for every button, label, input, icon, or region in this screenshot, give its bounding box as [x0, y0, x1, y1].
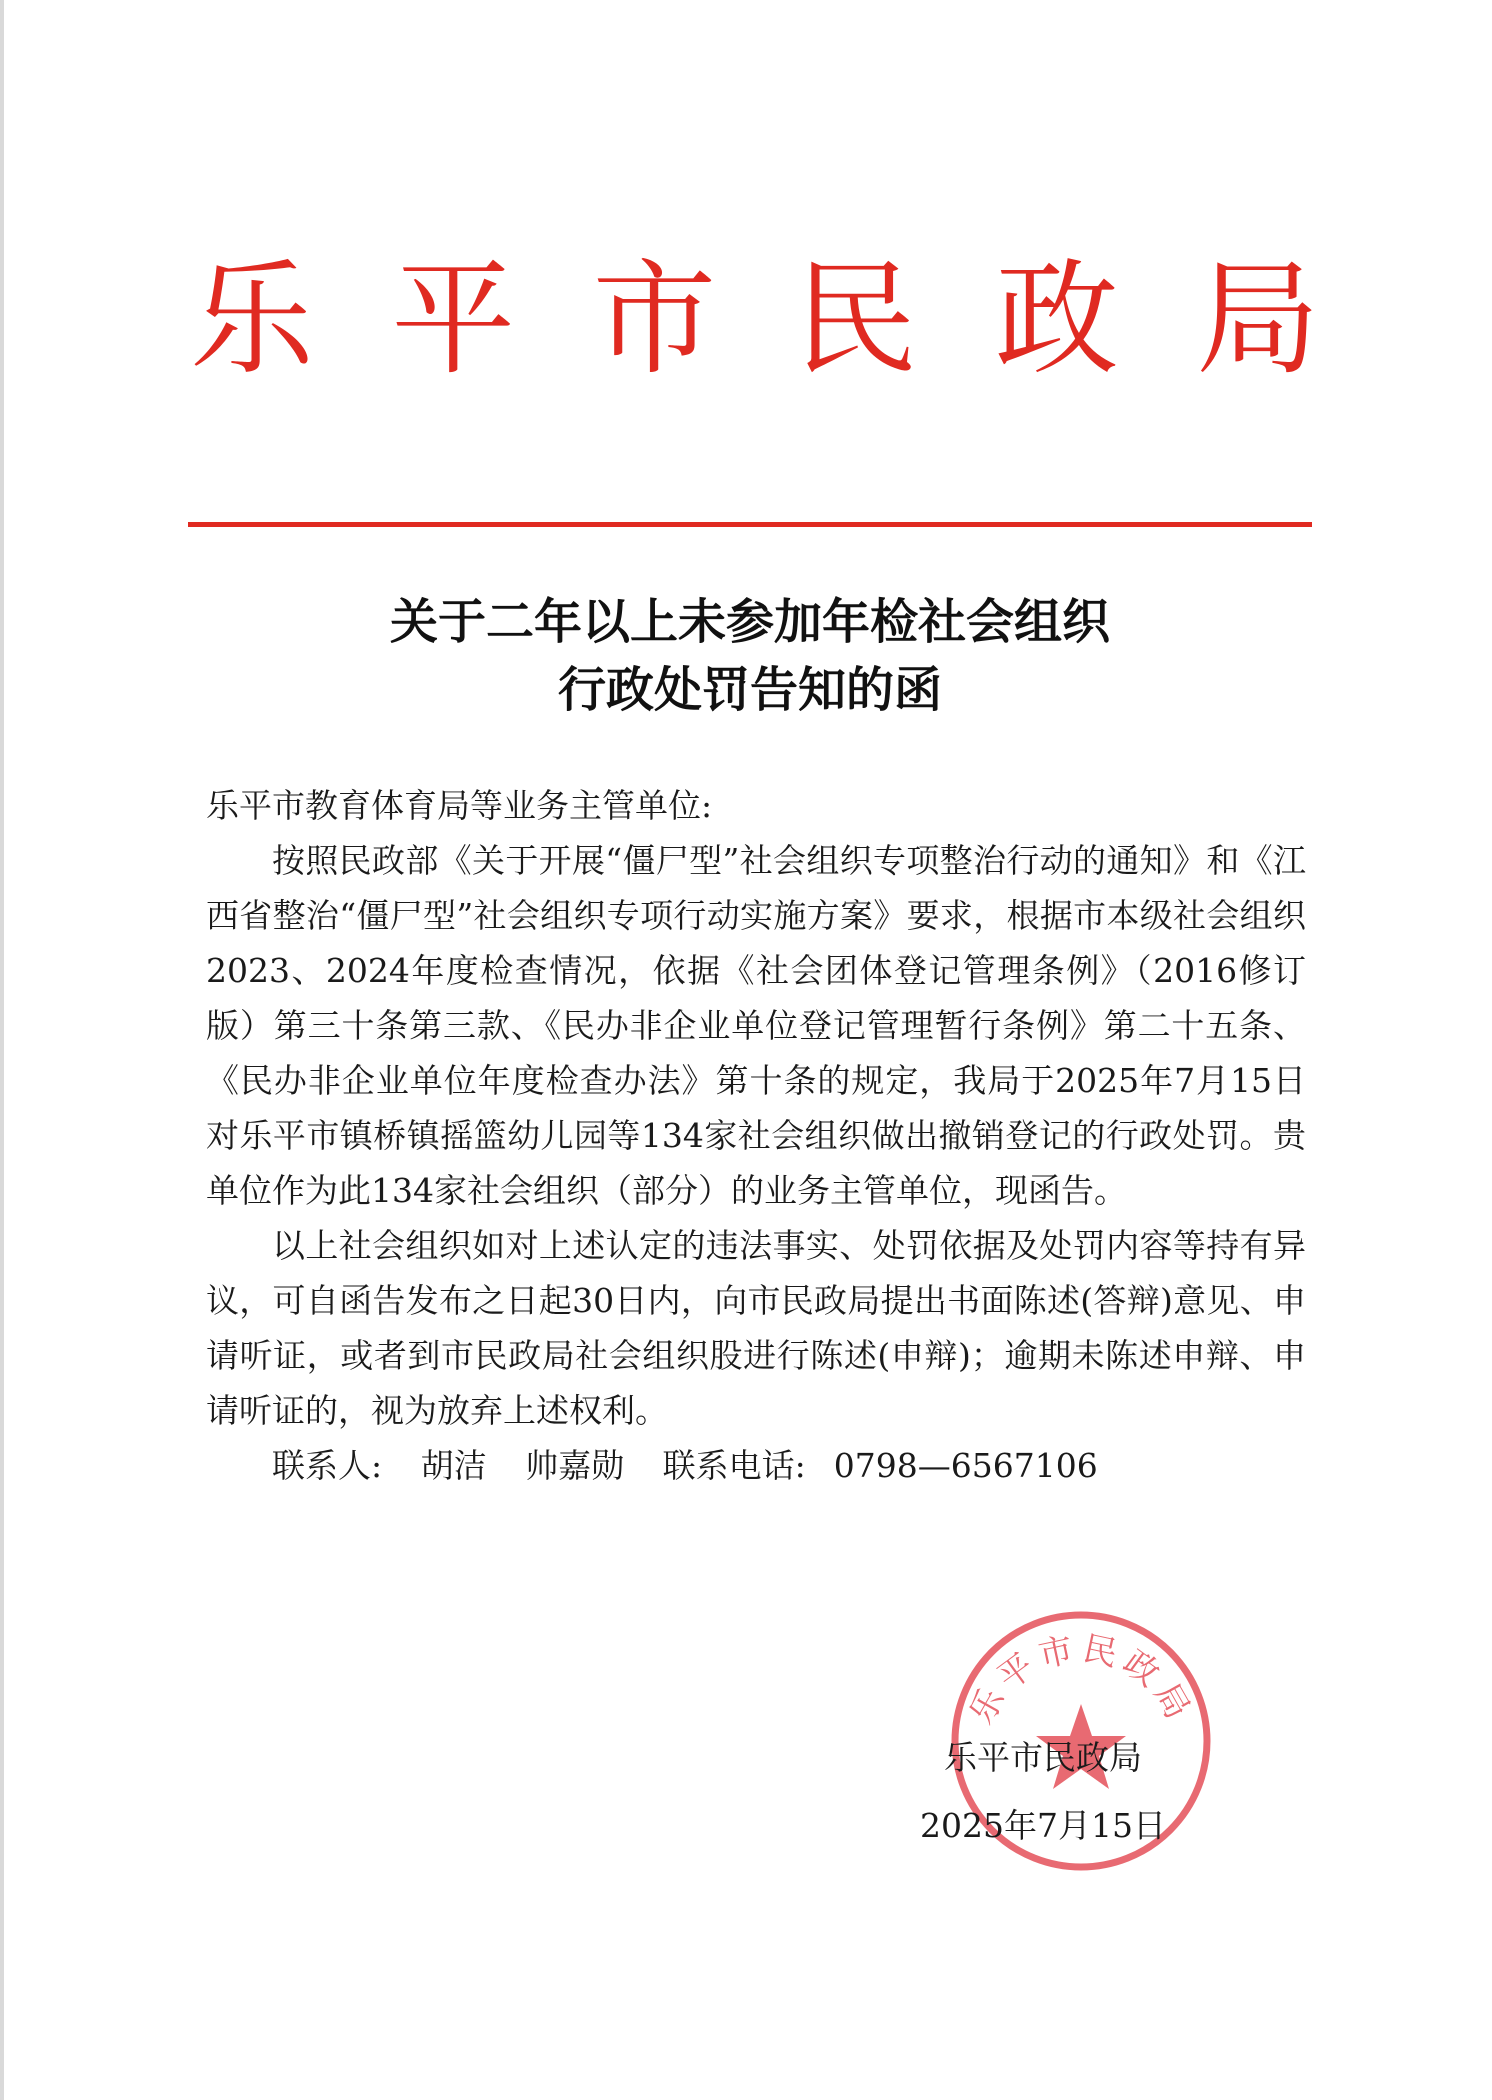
contact-person-2: 帅嘉勋 [525, 1446, 625, 1485]
letterhead-char: 平 [391, 248, 516, 392]
paragraph-appeal: 以上社会组织如对上述认定的违法事实、处罚依据及处罚内容等持有异议，可自函告发布之日起30日内，向市民政局提出书面陈述(答辩)意见、申请听证，或者到市民政局社会组织股进行陈述(申辩)；逾期未陈述申辩、申请听证的，视为放弃上述权利。 [206, 1226, 1306, 1430]
signature-org: 乐平市民政局 [944, 1738, 1142, 1777]
contact-person-1: 胡洁 [420, 1446, 487, 1485]
title-line-1: 关于二年以上未参加年检社会组织 [389, 594, 1110, 650]
letterhead-char: 乐 [190, 248, 315, 392]
signature-block [920, 1724, 1260, 1860]
signature-date: 2025年7月15日 [920, 1806, 1166, 1845]
contact-label: 联系人: [272, 1446, 383, 1485]
letter-body [206, 778, 1306, 1493]
letterhead-char: 民 [793, 248, 918, 392]
page-edge [0, 0, 4, 2100]
phone-number: 0798—6567106 [833, 1446, 1098, 1485]
salutation: 乐平市教育体育局等业务主管单位: [206, 786, 713, 825]
letterhead-char: 局 [1195, 248, 1320, 392]
seal-text: 乐平市民政局 [961, 1628, 1201, 1731]
title-line-2: 行政处罚告知的函 [557, 662, 942, 718]
letterhead-char: 市 [592, 248, 717, 392]
contact-line [206, 1438, 1306, 1493]
letterhead-char: 政 [994, 248, 1119, 392]
letterhead-divider [188, 522, 1312, 527]
agency-letterhead [190, 240, 1320, 400]
phone-label: 联系电话: [662, 1446, 806, 1485]
paragraph-notice: 按照民政部《关于开展“僵尸型”社会组织专项整治行动的通知》和《江西省整治“僵尸型”社会组织专项行动实施方案》要求，根据市本级社会组织2023、2024年度检查情况，依据《社会团体登记管理条例》（2016修订版）第三十条第三款、《民办非企业单位登记管理暂行条例》第二十五条、《民办非企业单位年度检查办法》第十条的规定，我局于2025年7月15日对乐平市镇桥镇摇篮幼儿园等134家社会组织做出撤销登记的行政处罚。贵单位作为此134家社会组织（部分）的业务主管单位，现函告。 [206, 841, 1306, 1210]
document-title [200, 588, 1300, 724]
